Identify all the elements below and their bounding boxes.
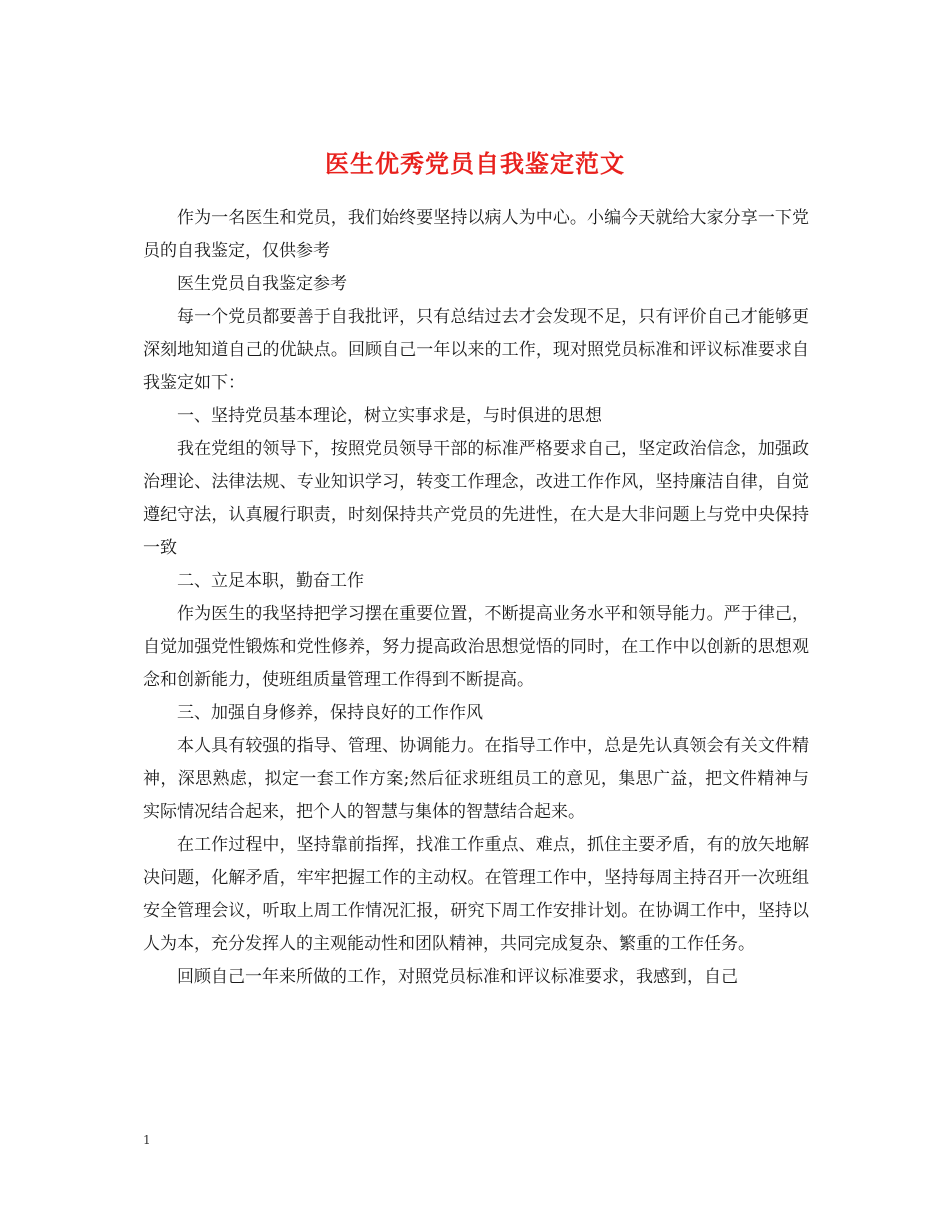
paragraph-section-2: 作为医生的我坚持把学习摆在重要位置，不断提高业务水平和领导能力。严于律己，自觉加强党性锻炼和党性修养，努力提高政治思想觉悟的同时，在工作中以创新的思想观念和创新能力，使班组质量管理工作得到不断提高。 <box>143 604 809 690</box>
paragraph-section-1: 我在党组的领导下，按照党员领导干部的标准严格要求自己，坚定政治信念，加强政治理论、法律法规、专业知识学习，转变工作理念，改进工作作风，坚持廉洁自律，自觉遵纪守法，认真履行职责，时刻保持共产党员的先进性，在大是大非问题上与党中央保持一致 <box>143 439 809 558</box>
paragraph-subtitle: 医生党员自我鉴定参考 <box>177 274 347 294</box>
paragraph-preface: 每一个党员都要善于自我批评，只有总结过去才会发现不足，只有评价自己才能够更深刻地知道自己的优缺点。回顾自己一年以来的工作，现对照党员标准和评议标准要求自我鉴定如下： <box>143 307 809 393</box>
document-title: 医生优秀党员自我鉴定范文 <box>325 149 625 179</box>
page-number: 1 <box>143 1133 151 1147</box>
paragraph-section-3a: 本人具有较强的指导、管理、协调能力。在指导工作中，总是先认真领会有关文件精神，深思熟虑，拟定一套工作方案;然后征求班组员工的意见，集思广益，把文件精神与实际情况结合起来，把个人的智慧与集体的智慧结合起来。 <box>143 736 809 822</box>
paragraph-intro: 作为一名医生和党员，我们始终要坚持以病人为中心。小编今天就给大家分享一下党员的自我鉴定，仅供参考 <box>143 208 809 261</box>
paragraph-review: 回顾自己一年来所做的工作，对照党员标准和评议标准要求，我感到，自己 <box>177 967 738 987</box>
section-heading-2: 二、立足本职，勤奋工作 <box>177 571 364 591</box>
paragraph-section-3b: 在工作过程中，坚持靠前指挥，找准工作重点、难点，抓住主要矛盾，有的放矢地解决问题，化解矛盾，牢牢把握工作的主动权。在管理工作中，坚持每周主持召开一次班组安全管理会议，听取上周工作情况汇报，研究下周工作安排计划。在协调工作中，坚持以人为本，充分发挥人的主观能动性和团队精神，共同完成复杂、繁重的工作任务。 <box>143 835 809 954</box>
document-body <box>143 202 809 994</box>
section-heading-1: 一、坚持党员基本理论，树立实事求是，与时俱进的思想 <box>177 406 602 426</box>
section-heading-3: 三、加强自身修养，保持良好的工作作风 <box>177 703 483 723</box>
